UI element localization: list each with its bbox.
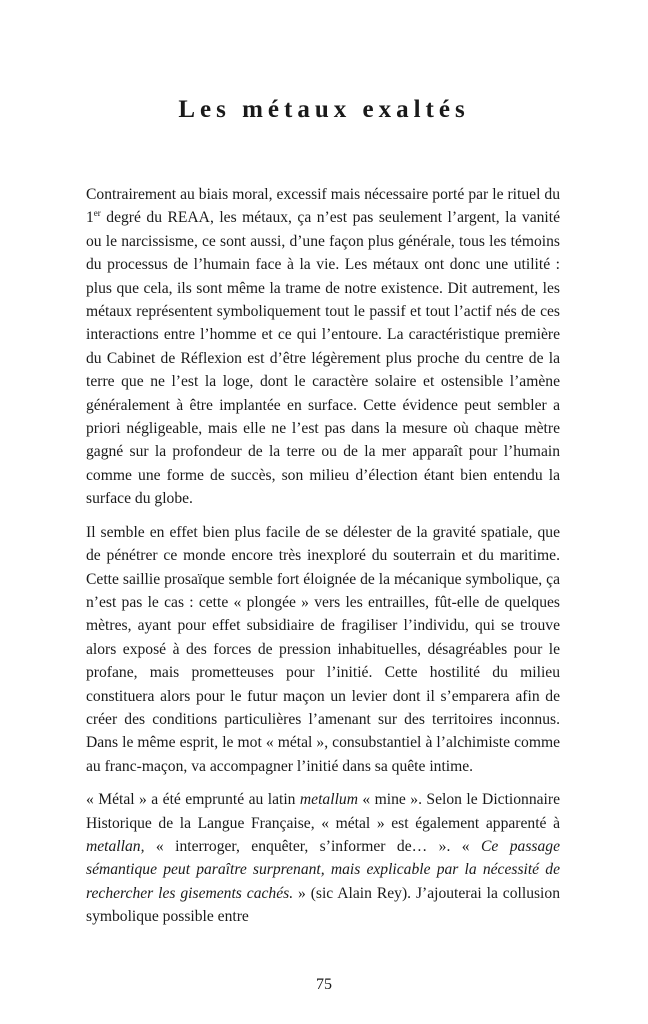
p3-text-d: » (sic Alain Rey). J’ajouterai la collusion symbolique possible entre (86, 884, 560, 926)
paragraph-3 (86, 788, 560, 928)
body-text (86, 183, 560, 939)
page-number: 75 (316, 976, 332, 993)
chapter-title: Les métaux exaltés (178, 96, 470, 123)
p3-text-b: « mine ». Selon le Dictionnaire Historique de la Langue Française, « métal » est également apparenté à (86, 791, 560, 832)
p3-italic-metallan: metallan, (86, 837, 145, 855)
p3-italic-quote: Ce passage sémantique peut paraître surprenant, mais explicable par la nécessité de rechercher les gisements cachés. (86, 837, 561, 902)
p1-text-b: degré du REAA, les métaux, ça n’est pas seulement l’argent, la vanité ou le narcissisme, ce sont aussi, d’une façon plus générale, tous les témoins du processus de l’humain face à la vie. Les métaux ont donc une utilité : plus que cela, ils sont même la trame de notre existence. Dit autrement, les métaux représentent symboliquement tout le passif et tout l’actif nés de ces interactions entre l’homme et ce qui l’entoure. La caractéristique première du Cabinet de Réflexion est d’être légèrement plus proche du centre de la terre que ne l’est la loge, dont le caractère solaire et ostensible l’amène généralement à être implantée en surface. Cette évidence peut sembler a priori négligeable, mais elle ne l’est pas dans la mesure où chaque mètre gagné sur la profondeur de la terre ou de la mer apparaît pour l’humain comme une forme de succès, son milieu d’élection étant bien entendu la surface du globe. (86, 209, 560, 508)
paragraph-1 (86, 183, 560, 511)
p3-text-a: « Métal » a été emprunté au latin (86, 791, 300, 809)
p1-text-a: Contrairement au biais moral, excessif mais nécessaire porté par le rituel du 1 (86, 186, 560, 227)
paragraph-2: Il semble en effet bien plus facile de se délester de la gravité spatiale, que de pénétrer ce monde encore très inexploré du souterrain et du maritime. Cette saillie prosaïque semble fort éloignée de la mécanique symbolique, ça n’est pas le cas : cette « plongée » vers les entrailles, fût-elle de quelques mètres, ayant pour effet subsidiaire de fragiliser l’individu, qui se trouve alors exposé à des forces de pression inhabituelles, désagréables pour le profane, mais prometteuses pour l’initié. Cette hostilité du milieu constituera alors pour le futur maçon un levier dont il s’emparera afin de créer des conditions particulières l’amenant sur des territoires inconnus. Dans le même esprit, le mot « métal », consubstantiel à l’alchimiste comme au franc-maçon, va accompagner l’initié dans sa quête intime. (86, 523, 560, 775)
p3-italic-metallum: metallum (299, 791, 358, 809)
p3-text-c: « interroger, enquêter, s’informer de… ». « (144, 837, 482, 855)
p1-superscript: er (93, 208, 101, 219)
